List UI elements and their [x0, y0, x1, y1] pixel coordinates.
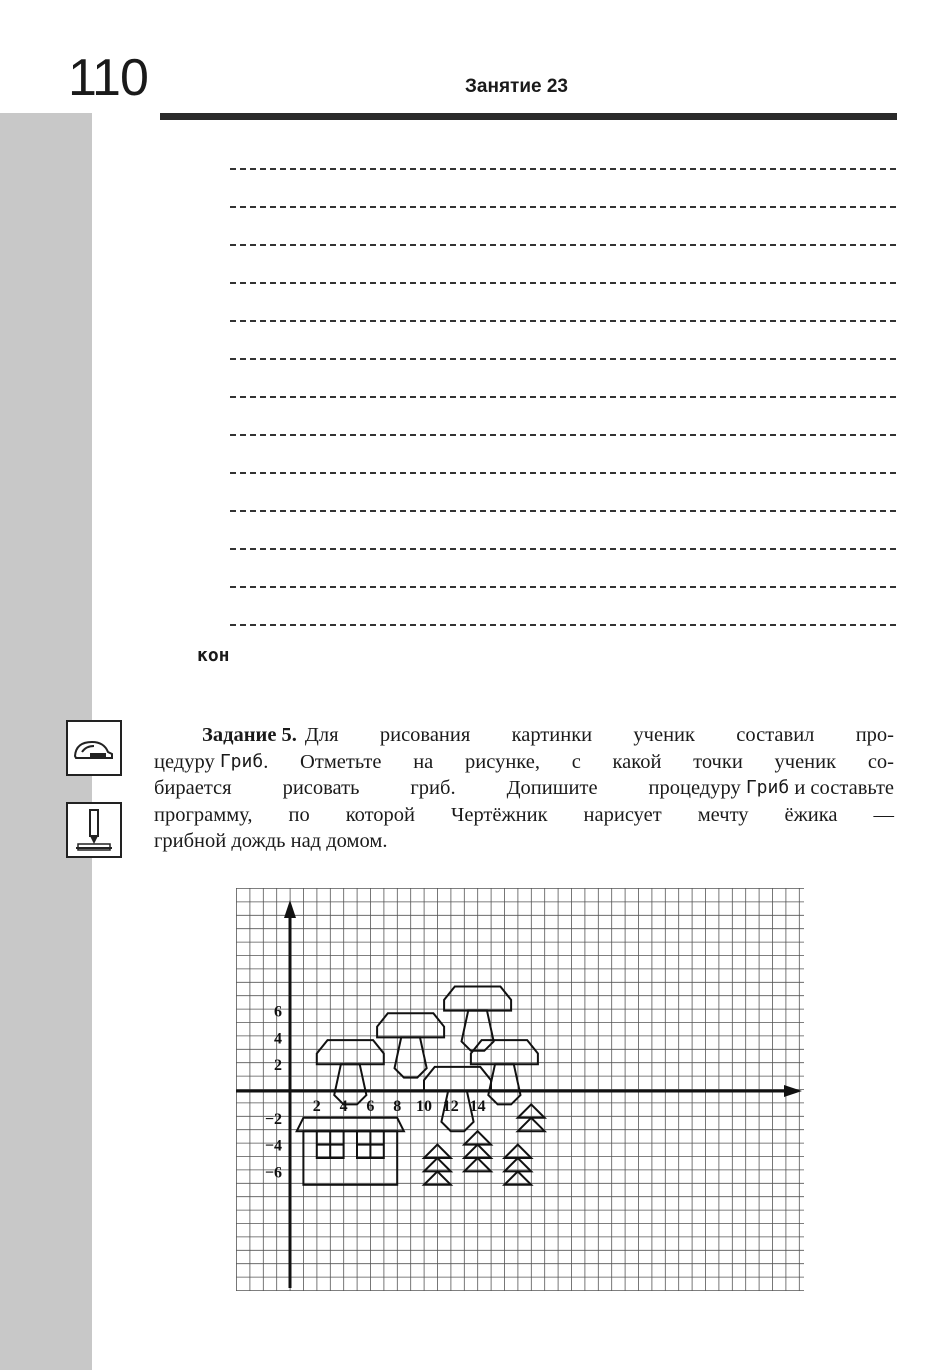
- y-tick-label: 2: [274, 1057, 282, 1075]
- page-number: 110: [68, 49, 148, 107]
- y-axis-arrow: [284, 900, 296, 918]
- answer-line: [230, 206, 896, 208]
- y-tick-label: −4: [264, 1137, 282, 1155]
- task-text-line: цедуру: [154, 750, 215, 773]
- task-text-line: Для рисования картинки ученик составил про-: [304, 724, 894, 746]
- answer-line: [230, 244, 896, 246]
- house-roof: [297, 1118, 404, 1131]
- mouse-icon: [66, 720, 122, 776]
- y-tick-label: −6: [264, 1164, 282, 1182]
- y-tick-label: 6: [274, 1003, 282, 1021]
- diagram-svg: [236, 888, 806, 1293]
- task-text-line: . Отметьте на рисунке, с какой точки ученик со-: [263, 750, 894, 773]
- mushroom-cap: [424, 1067, 491, 1091]
- procedure-name: Гриб: [745, 777, 790, 798]
- answer-line: [230, 168, 896, 170]
- answer-line: [230, 320, 896, 322]
- y-tick-label: −2: [264, 1110, 282, 1128]
- x-tick-label: 12: [442, 1098, 459, 1115]
- x-tick-label: 14: [469, 1098, 486, 1115]
- x-tick-label: 10: [416, 1098, 432, 1115]
- mushroom-cap: [317, 1040, 384, 1064]
- y-tick-label: 4: [274, 1030, 282, 1048]
- x-tick-label: 4: [339, 1098, 348, 1115]
- lesson-title: Занятие 23: [465, 76, 568, 97]
- pencil-drawer-icon: [66, 802, 122, 858]
- task-text: [154, 722, 894, 855]
- header-rule: [160, 113, 897, 120]
- answer-line: [230, 624, 896, 626]
- answer-line: [230, 282, 896, 284]
- x-tick-label: 6: [366, 1098, 375, 1115]
- answer-line: [230, 358, 896, 360]
- answer-line: [230, 434, 896, 436]
- answer-line: [230, 548, 896, 550]
- answer-line: [230, 510, 896, 512]
- x-tick-label: 8: [393, 1098, 402, 1115]
- coordinate-diagram: [236, 888, 806, 1298]
- task-text-line: грибной дождь над домом.: [154, 830, 388, 852]
- answer-line: [230, 586, 896, 588]
- task-label: Задание 5.: [202, 724, 297, 746]
- program-end-keyword: кон: [197, 645, 230, 666]
- procedure-name: Гриб: [219, 750, 264, 772]
- x-tick-label: 2: [312, 1098, 321, 1115]
- answer-line: [230, 472, 896, 474]
- task-text-line: и составьте: [794, 777, 894, 799]
- task-text-line: бирается рисовать гриб. Допишите процедуру: [154, 777, 741, 799]
- task-text-line: программу, по которой Чертёжник нарисует мечту ёжика —: [154, 803, 894, 826]
- answer-line: [230, 396, 896, 398]
